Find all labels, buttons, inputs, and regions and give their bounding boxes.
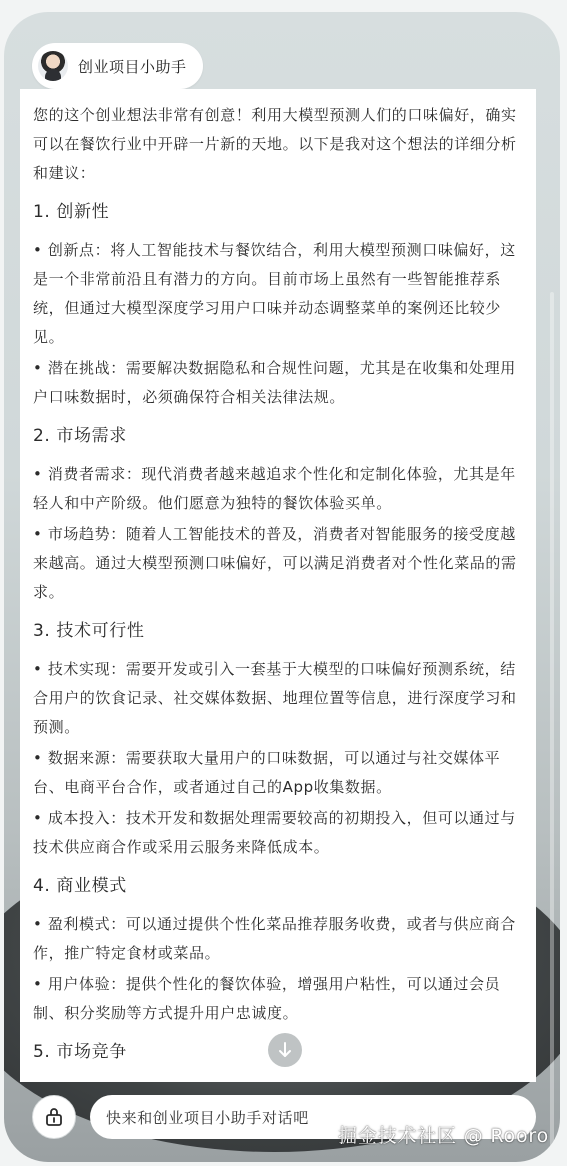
assistant-title: 创业项目小助手 — [78, 57, 187, 76]
section-heading: 2. 市场需求 — [33, 426, 127, 446]
watermark: 掘金技术社区 @ Rooro — [338, 1125, 549, 1147]
bullet-item: • 数据来源：需要获取大量用户的口味数据，可以通过与社交媒体平台、电商平台合作，或者通过自己的App收集数据。 — [33, 749, 501, 796]
section-heading: 1. 创新性 — [33, 202, 110, 222]
scrollbar[interactable] — [550, 292, 554, 1152]
bullet-item: • 市场趋势：随着人工智能技术的普及，消费者对智能服务的接受度越来越高。通过大模型预测口味偏好，可以满足消费者对个性化菜品的需求。 — [33, 525, 517, 601]
bullet-item: • 用户体验：提供个性化的餐饮体验，增强用户粘性，可以通过会员制、积分奖励等方式提升用户忠诚度。 — [33, 975, 501, 1022]
bullet-item: • 创新点：将人工智能技术与餐饮结合，利用大模型预测口味偏好，这是一个非常前沿且有潜力的方向。目前市场上虽然有一些智能推荐系统，但通过大模型深度学习用户口味并动态调整菜单的案例还比较少见。 — [33, 241, 516, 346]
bullet-item: • 技术实现：需要开发或引入一套基于大模型的口味偏好预测系统，结合用户的饮食记录、社交媒体数据、地理位置等信息，进行深度学习和预测。 — [33, 660, 517, 736]
app-sparkle-icon[interactable] — [32, 1095, 76, 1139]
section-heading: 5. 市场竞争 — [33, 1042, 127, 1062]
bullet-item: • 消费者需求：现代消费者越来越追求个性化和定制化体验，尤其是年轻人和中产阶级。他们愿意为独特的餐饮体验买单。 — [33, 465, 516, 512]
arrow-down-glyph — [277, 1041, 293, 1059]
bullet-item: • 潜在挑战：需要解决数据隐私和合规性问题，尤其是在收集和处理用户口味数据时，必须确保符合相关法律法规。 — [33, 359, 516, 406]
bullet-item: • 成本投入：技术开发和数据处理需要较高的初期投入，但可以通过与技术供应商合作或采用云服务来降低成本。 — [33, 809, 516, 856]
assistant-header[interactable] — [32, 43, 203, 89]
arrow-down-icon[interactable] — [268, 1033, 302, 1067]
app-sparkle-glyph — [44, 1107, 64, 1127]
message-intro: 您的这个创业想法非常有创意！利用大模型预测人们的口味偏好，确实可以在餐饮行业中开辟一片新的天地。以下是我对这个想法的详细分析和建议： — [33, 106, 517, 182]
section-heading: 3. 技术可行性 — [33, 621, 145, 641]
chat-input-placeholder: 快来和创业项目小助手对话吧 — [106, 1108, 309, 1127]
bullet-item: • 盈利模式：可以通过提供个性化菜品推荐服务收费，或者与供应商合作，推广特定食材或菜品。 — [33, 915, 516, 962]
user-avatar-icon — [38, 51, 68, 81]
assistant-message — [20, 89, 536, 1082]
section-heading: 4. 商业模式 — [33, 876, 127, 896]
